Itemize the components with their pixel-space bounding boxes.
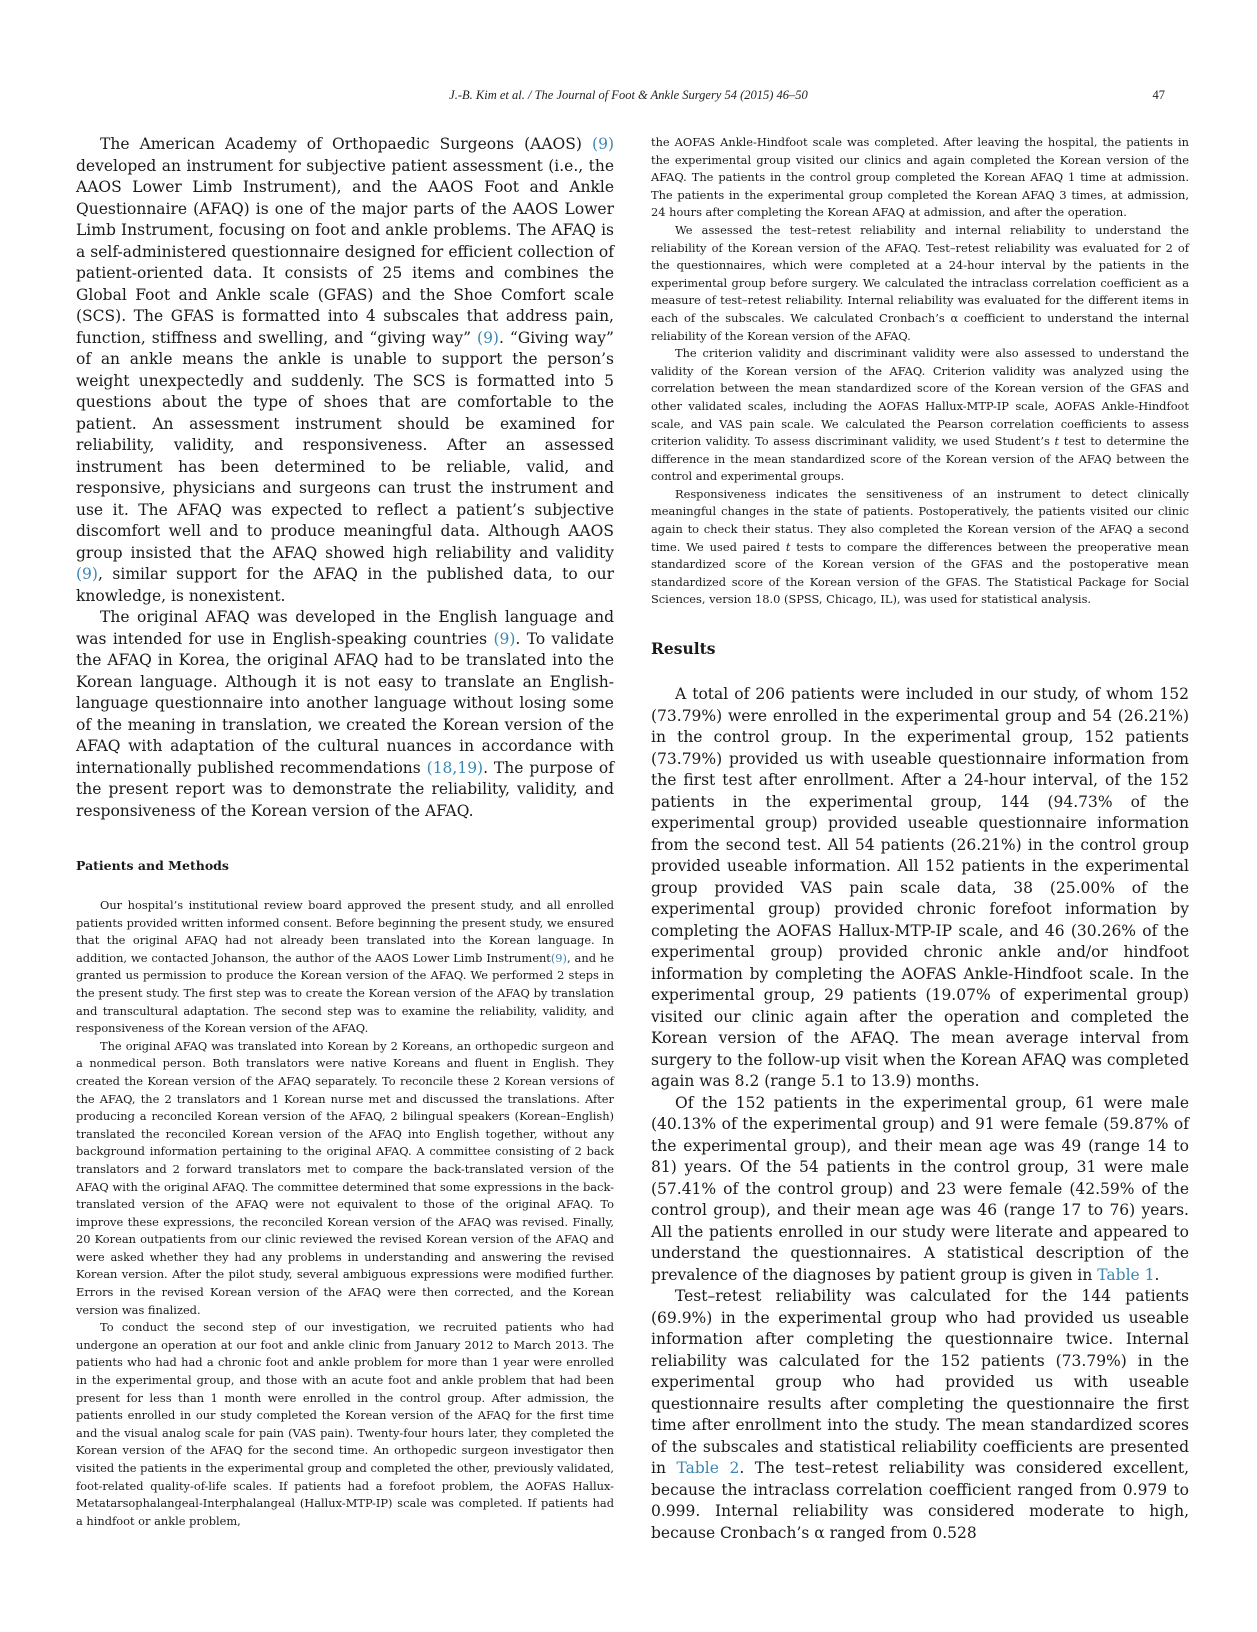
reference-link[interactable]: (9): [477, 328, 499, 347]
intro-paragraph-1: The American Academy of Orthopaedic Surgeons (AAOS) (9) developed an instrument for subjective patient assessment (i.e., the AAOS Lower Limb Instrument), and the AAOS Foot and Ankle Questionnaire (AFAQ) is one of the major parts of the AAOS Lower Limb Instrument, focusing on foot and ankle problems. The AFAQ is a self-administered questionnaire designed for efficient collection of patient-oriented data. It consists of 25 items and combines the Global Foot and Ankle scale (GFAS) and the Shoe Comfort scale (SCS). The GFAS is formatted into 4 subscales that address pain, function, stiffness and swelling, and “giving way” (9). “Giving way” of an ankle means the ankle is unable to support the person’s weight unexpectedly and suddenly. The SCS is formatted into 5 questions about the type of shoes that are comfortable to the patient. An assessment instrument should be examined for reliability, validity, and responsiveness. After an assessed instrument has been determined to be reliable, valid, and responsive, physicians and surgeons can trust the instrument and use it. The AFAQ was expected to reflect a patient’s subjective discomfort well and to produce meaningful data. Although AAOS group insisted that the AFAQ showed high reliability and validity (9), similar support for the AFAQ in the published data, to our knowledge, is nonexistent.: [76, 135, 614, 605]
reference-link[interactable]: (9): [493, 629, 516, 648]
intro-paragraph-2: The original AFAQ was developed in the English language and was intended for use in English-speaking countries (9). To validate the AFAQ in Korea, the original AFAQ had to be translated into the Korean language. Although it is not easy to translate an English-language questionnaire into another language without losing some of the meaning in translation, we created the Korean version of the AFAQ with adaptation of the cultural nuances in accordance with internationally published recommendations (18,19). The purpose of the present report was to demonstrate the reliability, validity, and responsiveness of the Korean version of the AFAQ.: [76, 608, 615, 820]
methods-cont-paragraph-4: Responsiveness indicates the sensitiveness of an instrument to detect clinically meaningful changes in the state of patients. Postoperatively, the patients visited our clinic again to check their status. They also completed the Korean version of the AFAQ a second time. We used paired t tests to compare the differences between the preoperative mean standardized score of the Korean version of the GFAS and the postoperative mean standardized score of the Korean version of the GFAS. The Statistical Package for Social Sciences, version 18.0 (SPSS, Chicago, IL), was used for statistical analysis.: [651, 486, 1189, 607]
reference-link[interactable]: (18,19): [426, 758, 484, 777]
table-1-link[interactable]: Table 1: [1097, 1265, 1155, 1284]
journal-citation: J.-B. Kim et al. / The Journal of Foot & Ankle Surgery 54 (2015) 46–50: [449, 88, 808, 102]
methods-paragraph-2: The original AFAQ was translated into Korean by 2 Koreans, an orthopedic surgeon and a nonmedical person. Both translators were native Koreans and fluent in English. They created the Korean version of the AFAQ separately. To reconcile these 2 Korean versions of the AFAQ, the 2 translators and 1 Korean nurse met and discussed the translations. After producing a reconciled Korean version of the AFAQ, 2 bilingual speakers (Korean–English) translated the reconciled Korean version of the AFAQ into English together, without any background information pertaining to the original AFAQ. A committee consisting of 2 back translators and 2 forward translators met to compare the back-translated version of the AFAQ with the original AFAQ. The committee determined that some expressions in the back-translated version of the AFAQ were not equivalent to those of the original AFAQ. To improve these expressions, the reconciled Korean version of the AFAQ was revised. Finally, 20 Korean outpatients from our clinic reviewed the revised Korean version of the AFAQ and were asked whether they had any problems in understanding and answering the revised Korean version. After the pilot study, several ambiguous expressions were modified further. Errors in the revised Korean version of the AFAQ were then corrected, and the Korean version was finalized.: [76, 1038, 614, 1317]
methods-cont-paragraph-2: We assessed the test–retest reliability and internal reliability to understand the reliability of the Korean version of the AFAQ. Test–retest reliability was evaluated for 2 of the questionnaires, which were completed at a 24-hour interval by the patients in the experimental group before surgery. We calculated the intraclass correlation coefficient as a measure of test–retest reliability. Internal reliability was evaluated for the different items in each of the subscales. We calculated Cronbach’s α coefficient to understand the internal reliability of the Korean version of the AFAQ.: [651, 222, 1189, 343]
reference-link[interactable]: (9): [592, 135, 614, 153]
results-paragraph-1: A total of 206 patients were included in our study, of whom 152 (73.79%) were enrolled in the experimental group and 54 (26.21%) in the control group. In the experimental group, 152 patients (73.79%) provided us with useable questionnaire information from the first test after enrollment. After a 24-hour interval, of the 152 patients in the experimental group, 144 (94.73% of the experimental group) provided useable questionnaire information from the second test. All 54 patients (26.21%) in the control group provided useable information. All 152 patients in the experimental group provided VAS pain scale data, 38 (25.00% of the experimental group) provided chronic forefoot information by completing the AOFAS Hallux-MTP-IP scale, and 46 (30.26% of the experimental group) provided chronic ankle and/or hindfoot information by completing the AOFAS Ankle-Hindfoot scale. In the experimental group, 29 patients (19.07% of experimental group) visited our clinic again after the operation and completed the Korean version of the AFAQ. The mean average interval from surgery to the follow-up visit when the Korean AFAQ was completed again was 8.2 (range 5.1 to 13.9) months.: [651, 685, 1189, 1091]
methods-section: [76, 897, 614, 1530]
methods-cont-paragraph-1: the AOFAS Ankle-Hindfoot scale was completed. After leaving the hospital, the patients in the experimental group visited our clinics and again completed the Korean version of the AFAQ. The patients in the control group completed the Korean AFAQ 1 time at admission. The patients in the experimental group completed the Korean AFAQ 3 times, at admission, 24 hours after completing the Korean AFAQ at admission, and after the operation.: [651, 135, 1189, 220]
results-paragraph-2: Of the 152 patients in the experimental group, 61 were male (40.13% of the experimental group) and 91 were female (59.87% of the experimental group), and their mean age was 49 (range 14 to 81) years. Of the 54 patients in the control group, 31 were male (57.41% of the control group) and 23 were female (42.59% of the control group), and their mean age was 46 (range 17 to 76) years. All the patients enrolled in our study were literate and appeared to understand the questionnaires. A statistical description of the prevalence of the diagnoses by patient group is given in Table 1.: [651, 1093, 1189, 1284]
results-section: [651, 684, 1189, 1544]
methods-heading: Patients and Methods: [76, 858, 229, 873]
results-paragraph-3: Test–retest reliability was calculated for the 144 patients (69.9%) in the experimental group who had provided us useable information after completing the questionnaire twice. Internal reliability was calculated for the 152 patients (73.79%) in the experimental group who had provided us with useable questionnaire results after completing the questionnaire the first time after enrollment into the study. The mean standardized scores of the subscales and statistical reliability coefficients are presented in Table 2. The test–retest reliability was considered excellent, because the intraclass correlation coefficient ranged from 0.979 to 0.999. Internal reliability was considered moderate to high, because Cronbach’s α ranged from 0.528: [651, 1287, 1189, 1542]
reference-link[interactable]: (9): [76, 565, 98, 583]
table-2-link[interactable]: Table 2: [676, 1459, 740, 1478]
reference-link[interactable]: (9): [550, 950, 567, 965]
methods-paragraph-3: To conduct the second step of our investigation, we recruited patients who had undergone an operation at our foot and ankle clinic from January 2012 to March 2013. The patients who had had a chronic foot and ankle problem for more than 1 year were enrolled in the experimental group, and those with an acute foot and ankle problem that had been present for less than 1 month were enrolled in the control group. After admission, the patients enrolled in our study completed the Korean version of the AFAQ for the first time and the visual analog scale for pain (VAS pain). Twenty-four hours later, they completed the Korean version of the AFAQ for the second time. An orthopedic surgeon investigator then visited the patients in the experimental group and completed the other, previously validated, foot-related quality-of-life scales. If patients had a forefoot problem, the AOFAS Hallux-Metatarsophalangeal-Interphalangeal (Hallux-MTP-IP) scale was completed. If patients had a hindfoot or ankle problem,: [76, 1320, 614, 1528]
methods-cont-paragraph-3: The criterion validity and discriminant validity were also assessed to understand the validity of the Korean version of the AFAQ. Criterion validity was analyzed using the correlation between the mean standardized score of the Korean version of the GFAS and other validated scales, including the AOFAS Hallux-MTP-IP scale, AOFAS Ankle-Hindfoot scale, and VAS pain scale. We calculated the Pearson correlation coefficients to assess criterion validity. To assess discriminant validity, we used Student’s t test to determine the difference in the mean standardized score of the Korean version of the AFAQ between the control and experimental groups.: [651, 346, 1189, 484]
left-column: [76, 134, 614, 1530]
methods-continued: [651, 134, 1189, 609]
results-heading: Results: [651, 639, 716, 659]
right-column: [651, 134, 1189, 1544]
page-number: 47: [1152, 88, 1165, 102]
methods-paragraph-1: Our hospital’s institutional review board approved the present study, and all enrolled patients provided written informed consent. Before beginning the present study, we ensured that the original AFAQ had not already been translated into the Korean language. In addition, we contacted Johanson, the author of the AAOS Lower Limb Instrument(9), and he granted us permission to produce the Korean version of the AFAQ. We performed 2 steps in the present study. The first step was to create the Korean version of the AFAQ by translation and transcultural adaptation. The second step was to examine the reliability, validity, and responsiveness of the Korean version of the AFAQ.: [76, 898, 614, 1036]
introduction: [76, 134, 614, 822]
